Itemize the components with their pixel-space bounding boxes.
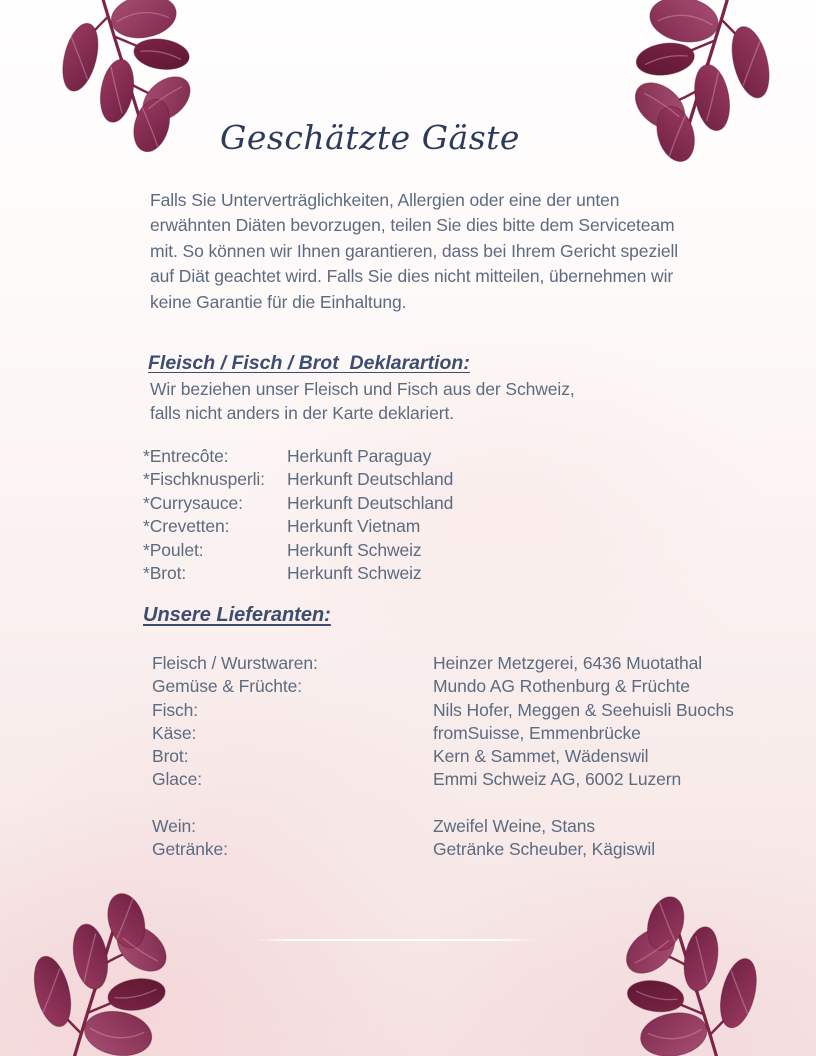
origin-item-value: Herkunft Paraguay [287,446,432,466]
origin-row [143,492,453,515]
origin-item-label: *Fischknusperli: [143,469,265,490]
supplier-value: Emmi Schweiz AG, 6002 Luzern [433,769,682,790]
supplier-label: Wein: [152,816,196,836]
origin-item-value: Herkunft Schweiz [287,563,422,584]
supplier-row [152,652,734,675]
supplier-value: fromSuisse, Emmenbrücke [433,722,641,743]
supplier-value: Getränke Scheuber, Kägiswil [433,839,656,860]
supplier-value: Zweifel Weine, Stans [433,816,596,836]
supplier-label: Brot: [152,746,189,767]
declaration-line: falls nicht anders in der Karte deklariert. [150,402,455,423]
origin-item-value: Herkunft Deutschland [287,469,454,490]
leaf-branch-art-bottom-left [0,872,195,1056]
supplier-row [152,745,734,768]
suppliers-list [152,652,734,792]
supplier-row [152,699,734,722]
origin-row [143,562,453,585]
supplier-value: Mundo AG Rothenburg & Früchte [433,676,690,697]
declaration-line: Wir beziehen unser Fleisch und Fisch aus der Schweiz, [150,379,575,399]
declaration-body [150,378,575,425]
origin-row [143,515,453,538]
supplier-row [152,838,655,861]
origin-row [143,445,453,468]
supplier-label: Glace: [152,769,202,790]
origin-item-label: *Currysauce: [143,492,243,513]
origin-declaration-list [143,445,453,585]
footer-divider-line [256,939,537,941]
intro-line: keine Garantie für die Einhaltung. [150,291,407,312]
origin-item-label: *Brot: [143,563,187,584]
leaf-branch-art-bottom-right [598,878,800,1056]
supplier-value: Heinzer Metzgerei, 6436 Muotathal [433,653,703,673]
supplier-row [152,675,734,698]
supplier-row [152,768,734,791]
supplier-label: Gemüse & Früchte: [152,676,303,697]
intro-line: erwähnten Diäten bevorzugen, teilen Sie dies bitte dem Serviceteam [150,215,675,236]
origin-item-label: *Entrecôte: [143,446,229,466]
supplier-label: Getränke: [152,839,228,860]
allergy-intro-paragraph [150,188,678,315]
leaf-branch-art-top-right [606,0,814,172]
page-title: Geschätzte Gäste [220,118,520,157]
intro-line: mit. So können wir Ihnen garantieren, dass bei Ihrem Gericht speziell [150,240,679,261]
origin-item-value: Herkunft Vietnam [287,516,421,537]
beverage-suppliers-list [152,815,655,862]
origin-row [143,539,453,562]
origin-item-value: Herkunft Schweiz [287,539,422,560]
supplier-label: Fisch: [152,699,199,720]
suppliers-heading: Unsere Lieferanten: [143,604,331,626]
intro-line: Falls Sie Unterverträglichkeiten, Allergien oder eine der unten [150,190,620,210]
origin-row [143,468,453,491]
origin-item-label: *Poulet: [143,539,204,560]
origin-item-value: Herkunft Deutschland [287,492,454,513]
origin-item-label: *Crevetten: [143,516,230,537]
declaration-heading: Fleisch / Fisch / Brot Deklarartion: [148,352,470,374]
supplier-label: Fleisch / Wurstwaren: [152,653,318,673]
supplier-row [152,815,655,838]
supplier-label: Käse: [152,722,197,743]
supplier-value: Nils Hofer, Meggen & Seehuisli Buochs [433,699,734,720]
intro-line: auf Diät geachtet wird. Falls Sie dies nicht mitteilen, übernehmen wir [150,266,674,287]
supplier-row [152,722,734,745]
supplier-value: Kern & Sammet, Wädenswil [433,746,649,767]
